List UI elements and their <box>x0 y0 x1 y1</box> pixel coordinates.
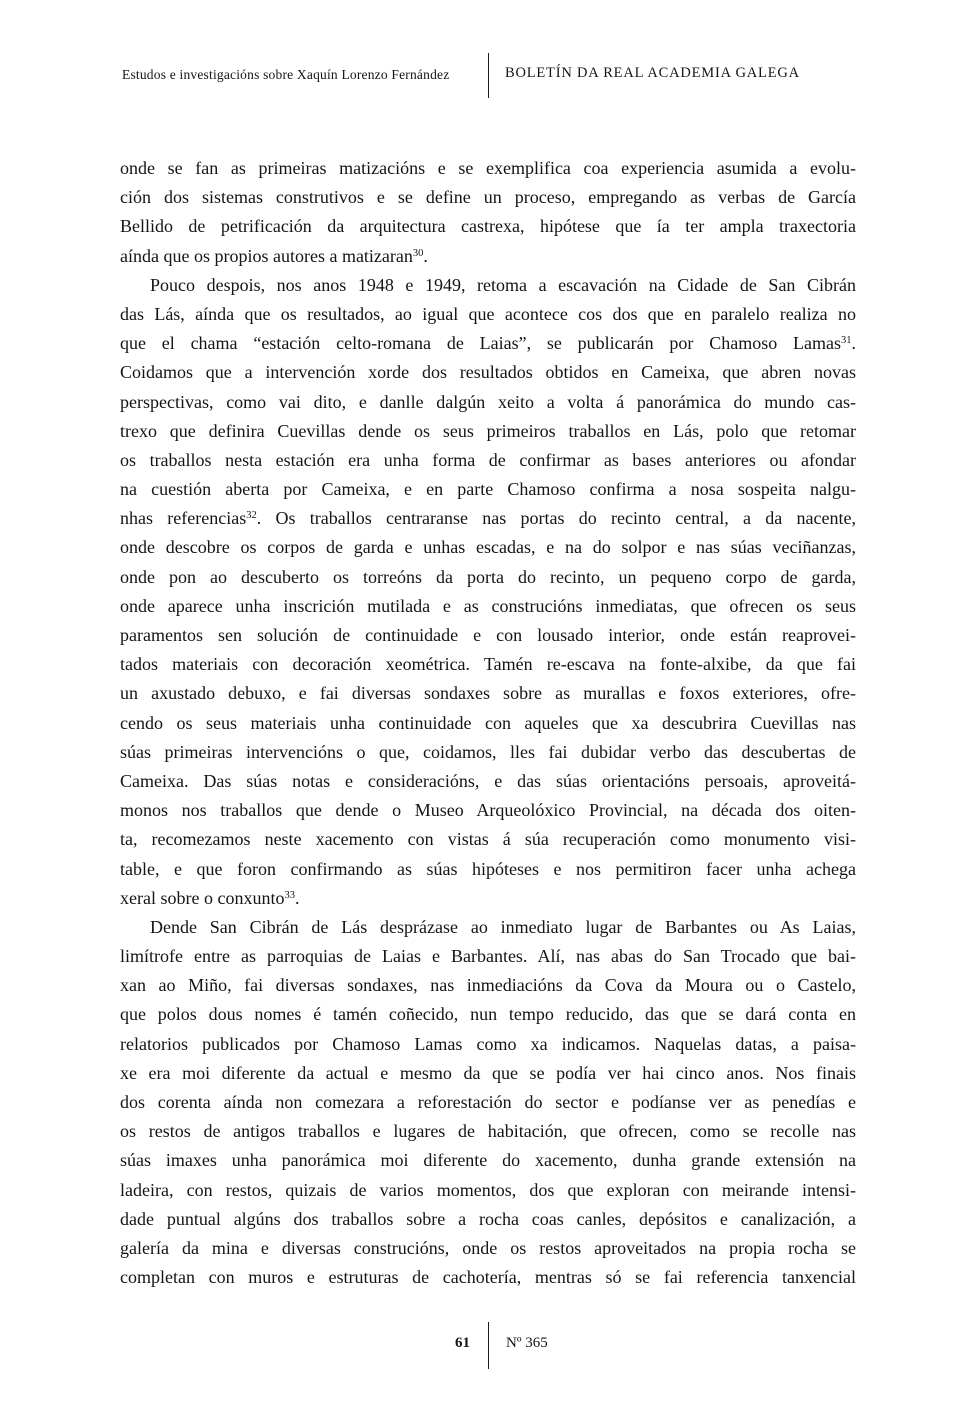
page-header <box>0 53 975 98</box>
text-line: limítrofe entre as parroquias de Laias e Barbantes. Alí, nas abas do San Trocado que bai- <box>120 946 856 967</box>
text-line: nhas referencias$^{32}$. Os traballos centraranse nas portas do recinto central, a da nacente, <box>120 508 856 529</box>
text-line: dos corenta aínda non comezara a reforestación do sector e podíanse ver as penedías e <box>120 1092 856 1112</box>
text-line: completan con muros e estruturas de cachotería, mentras só se fai referencia tanxencial <box>120 1267 856 1288</box>
text-line: table, e que foron confirmando as súas hipóteses e nos permitiron facer unha achega <box>120 858 856 879</box>
text-line: tados materiais con decoración xeométrica. Tamén re-escava na fonte-alxibe, da que fai <box>120 654 856 675</box>
running-title: Estudos e investigacións sobre Xaquín Lorenzo Fernández <box>122 67 450 82</box>
footnote-marker: 33 <box>284 889 295 901</box>
text-line: os traballos nesta estación era unha forma de confirmar as bases anteriores ou afondar <box>120 449 856 470</box>
text-line: onde se fan as primeiras matizacións e se exemplifica coa experiencia asumida a evolu- <box>120 158 856 178</box>
issue-number: Nº 365 <box>506 1335 548 1351</box>
text-line: das Lás, aínda que os resultados, ao igual que acontece cos dos que en paralelo realiza no <box>120 303 856 324</box>
text-line: relatorios publicados por Chamoso Lamas como xa indicamos. Naquelas datas, a paisa- <box>120 1033 856 1054</box>
text-line: Dende San Cibrán de Lás desprázase ao inmediato lugar de Barbantes ou As Laias, <box>150 916 856 937</box>
page-footer <box>0 1322 975 1369</box>
text-line: dade puntual algúns dos traballos sobre a rocha coas canles, depósitos e canalización, a <box>120 1208 856 1229</box>
text-line: un axustado debuxo, e fai diversas sondaxes sobre as murallas e foxos exteriores, ofre- <box>120 683 856 704</box>
text-line: paramentos sen solución de continuidade e con lousado interior, onde están reaprovei- <box>120 625 856 645</box>
text-line: Coidamos que a intervención xorde dos resultados obtidos en Cameixa, que abren novas <box>120 362 856 383</box>
footnote-marker: 30 <box>412 247 424 259</box>
text-line: Bellido de petrificación da arquitectura castrexa, hipótese que ía ter ampla traxectoria <box>120 216 856 237</box>
footer-divider <box>488 1322 489 1369</box>
page-number: 61 <box>455 1335 470 1351</box>
text-line: que el chama “estación celto-romana de Laias”, se publicarán por Chamoso Lamas$^{31}$. <box>120 333 856 354</box>
text-line: xeral sobre o conxunto$^{33}$. <box>120 887 300 908</box>
text-line: que polos dous nomes é tamén coñecido, nun tempo reducido, das que se dará conta en <box>120 1004 856 1025</box>
text-line: Cameixa. Das súas notas e consideracións, e das súas orientacións persoais, aproveitá- <box>120 770 856 791</box>
text-line: perspectivas, como vai dito, e danlle dalgún xeito a volta á panorámica do mundo cas- <box>120 391 856 412</box>
text-line: súas primeiras intervencións o que, coidamos, lles fai dubidar verbo das descubertas de <box>120 741 856 762</box>
text-line: galería da mina e diversas construcións, onde os restos aproveitados na propia rocha se <box>120 1237 856 1258</box>
text-line: monos nos traballos que dende o Museo Arqueolóxico Provincial, na década dos oiten- <box>120 800 856 821</box>
text-line: Pouco despois, nos anos 1948 e 1949, retoma a escavación na Cidade de San Cibrán <box>150 274 856 295</box>
text-line: súas imaxes unha panorámica moi diferente do xacemento, dunha grande extensión na <box>120 1150 856 1171</box>
header-divider <box>488 53 489 98</box>
text-line: onde aparece unha inscrición mutilada e as construcións inmediatas, que ofrecen os seus <box>120 595 856 616</box>
text-line: aínda que os propios autores a matizaran$^{30}$. <box>120 245 428 266</box>
text-line: xan ao Miño, fai diversas sondaxes, nas inmediacións da Cova da Moura ou o Castelo, <box>120 975 856 996</box>
journal-title: BOLETÍN DA REAL ACADEMIA GALEGA <box>505 65 800 81</box>
text-line: ladeira, con restos, quizais de varios momentos, dos que exploran con meirande intensi- <box>120 1179 856 1200</box>
text-line: ta, recomezamos neste xacemento con vistas á súa recuperación como monumento visi- <box>120 829 856 850</box>
text-line: ción dos sistemas construtivos e se define un proceso, empregando as verbas de García <box>120 187 856 208</box>
text-line: trexo que definira Cuevillas dende os seus primeiros traballos en Lás, polo que retomar <box>120 420 856 441</box>
footnote-marker: 31 <box>841 335 852 347</box>
text-line: onde pon ao descuberto os torreóns da porta do recinto, un pequeno corpo de garda, <box>120 566 856 587</box>
body-text <box>120 154 856 1292</box>
text-line: na cuestión aberta por Cameixa, e en parte Chamoso confirma a nosa sospeita nalgu- <box>120 479 856 500</box>
text-line: onde descobre os corpos de garda e unhas escadas, e na do solpor e nas súas veciñanzas, <box>120 537 856 558</box>
text-line: os restos de antigos traballos e lugares de habitación, que ofrecen, como se recolle nas <box>120 1121 856 1142</box>
text-line: cendo os seus materiais unha continuidade con aqueles que xa descubrira Cuevillas nas <box>120 712 856 733</box>
text-line: xe era moi diferente da actual e mesmo da que se podía ver hai cinco anos. Nos finais <box>120 1062 856 1083</box>
footnote-marker: 32 <box>246 510 257 522</box>
